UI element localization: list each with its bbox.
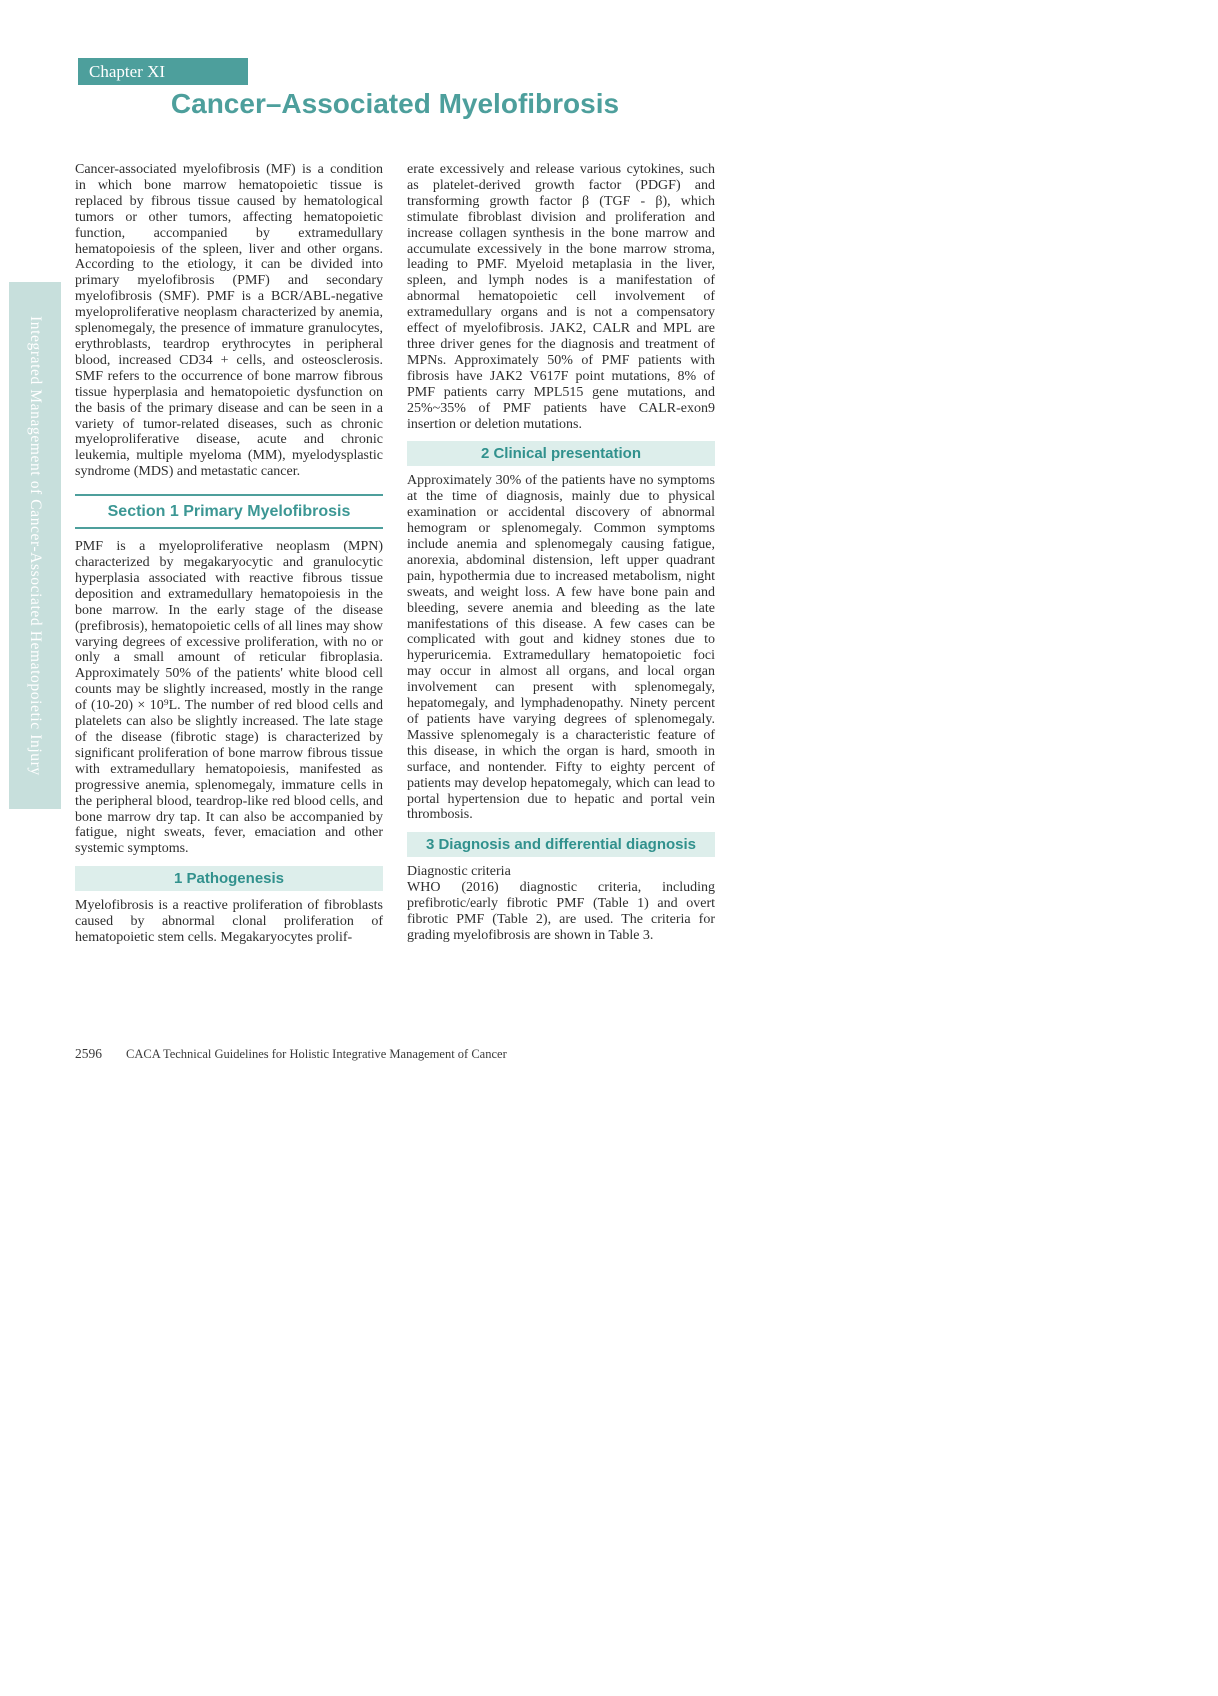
section-1-heading: Section 1 Primary Myelofibrosis [75, 494, 383, 529]
diagnosis-heading: 3 Diagnosis and differential diagnosis [407, 832, 715, 857]
footer-book-title: CACA Technical Guidelines for Holistic Integrative Management of Cancer [126, 1047, 507, 1061]
clinical-presentation-paragraph: Approximately 30% of the patients have no symptoms at the time of diagnosis, mainly due to physical examination or accidental discovery of abnormal hemogram or splenomegaly. Common symptoms include anemia and splenomegaly causing fatigue, anorexia, abdominal distension, left upper quadrant pain, hypothermia due to increased metabolism, night sweats, and weight loss. A few have bone pain and bleeding, severe anemia and bleeding as the late manifestations of this disease. A few cases can be complicated with gout and kidney stones due to hyperuricemia. Extramedullary hematopoietic foci may occur in almost all organs, and local organ involvement can present with splenomegaly, hepatomegaly, and lymphadenopathy. Ninety percent of patients have varying degrees of splenomegaly. Massive splenomegaly is a characteristic feature of this disease, in which the organ is hard, smooth in surface, and nontender. Fifty to eighty percent of patients may develop hepatomegaly, which can lead to portal hypertension due to hepatic and portal vein thrombosis. [407, 473, 715, 823]
page-number: 2596 [75, 1046, 102, 1061]
pathogenesis-paragraph: Myelofibrosis is a reactive proliferation of fibroblasts caused by abnormal clonal proliferation of hematopoietic stem cells. Megakaryocytes prolif- [75, 898, 383, 946]
sidebar-tab [9, 282, 61, 809]
page-title: Cancer–Associated Myelofibrosis [170, 88, 620, 119]
clinical-presentation-heading: 2 Clinical presentation [407, 441, 715, 466]
chapter-label: Chapter XI [89, 61, 166, 81]
pathogenesis-heading: 1 Pathogenesis [75, 866, 383, 891]
pathogenesis-continued-paragraph: erate excessively and release various cytokines, such as platelet-derived growth factor (PDGF) and transforming growth factor β (TGF - β), which stimulate fibroblast division and proliferation and increase collagen synthesis in the bone marrow and accumulate excessively in the bone marrow stroma, leading to PMF. Myeloid metaplasia in the liver, spleen, and lymph nodes is a manifestation of abnormal hematopoietic cell involvement of extramedullary organs and is not a compensatory effect of myelofibrosis. JAK2, CALR and MPL are three driver genes for the diagnosis and treatment of MPNs. Approximately 50% of PMF patients with fibrosis have JAK2 V617F point mutations, 8% of PMF patients carry MPL515 gene mutations, and 25%~35% of PMF patients have CALR-exon9 insertion or deletion mutations. [407, 162, 715, 432]
diagnosis-paragraph: WHO (2016) diagnostic criteria, including prefibrotic/early fibrotic PMF (Table 1) and overt fibrotic PMF (Table 2), are used. The criteria for grading myelofibrosis are shown in Table 3. [407, 880, 715, 943]
intro-paragraph: Cancer-associated myelofibrosis (MF) is a condition in which bone marrow hematopoietic tissue is replaced by fibrous tissue caused by hematological tumors or other tumors, affecting hematopoietic function, accompanied by extramedullary hematopoiesis of the spleen, liver and other organs. According to the etiology, it can be divided into primary myelofibrosis (PMF) and secondary myelofibrosis (SMF). PMF is a BCR/ABL-negative myeloproliferative neoplasm characterized by anemia, splenomegaly, the presence of immature granulocytes, erythroblasts, teardrop erythrocytes in peripheral blood, increased CD34 + cells, and osteosclerosis. SMF refers to the occurrence of bone marrow fibrous tissue hyperplasia and hematopoietic dysfunction on the basis of the primary disease and can be seen in a variety of tumor-related diseases, such as chronic myeloproliferative disease, acute and chronic leukemia, multiple myeloma (MM), myelodysplastic syndrome (MDS) and metastatic cancer. [75, 162, 383, 480]
sidebar-vertical-label: Integrated Management of Cancer-Associated Hematopoietic Injury [27, 315, 44, 776]
section-1-paragraph: PMF is a myeloproliferative neoplasm (MPN) characterized by megakaryocytic and granulocytic hyperplasia associated with reactive fibrous tissue deposition and extramedullary hematopoiesis in the bone marrow. In the early stage of the disease (prefibrosis), hematopoietic cells of all lines may show varying degrees of excessive proliferation, with no or only a small amount of reticular fibroplasia. Approximately 50% of the patients' white blood cell counts may be slightly increased, mostly in the range of (10-20) × 10⁹L. The number of red blood cells and platelets can also be slightly increased. The late stage of the disease (fibrotic stage) is characterized by significant proliferation of bone marrow fibrous tissue with extramedullary hematopoiesis, manifested as progressive anemia, splenomegaly, immature cells in the peripheral blood, teardrop-like red blood cells, and bone marrow dry tap. It can also be accompanied by fatigue, night sweats, fever, emaciation and other systemic symptoms. [75, 539, 383, 857]
diagnostic-criteria-line: Diagnostic criteria [407, 864, 511, 880]
chapter-badge [78, 58, 248, 85]
right-column [407, 162, 715, 944]
page-footer [75, 1046, 507, 1062]
left-column [75, 162, 383, 946]
